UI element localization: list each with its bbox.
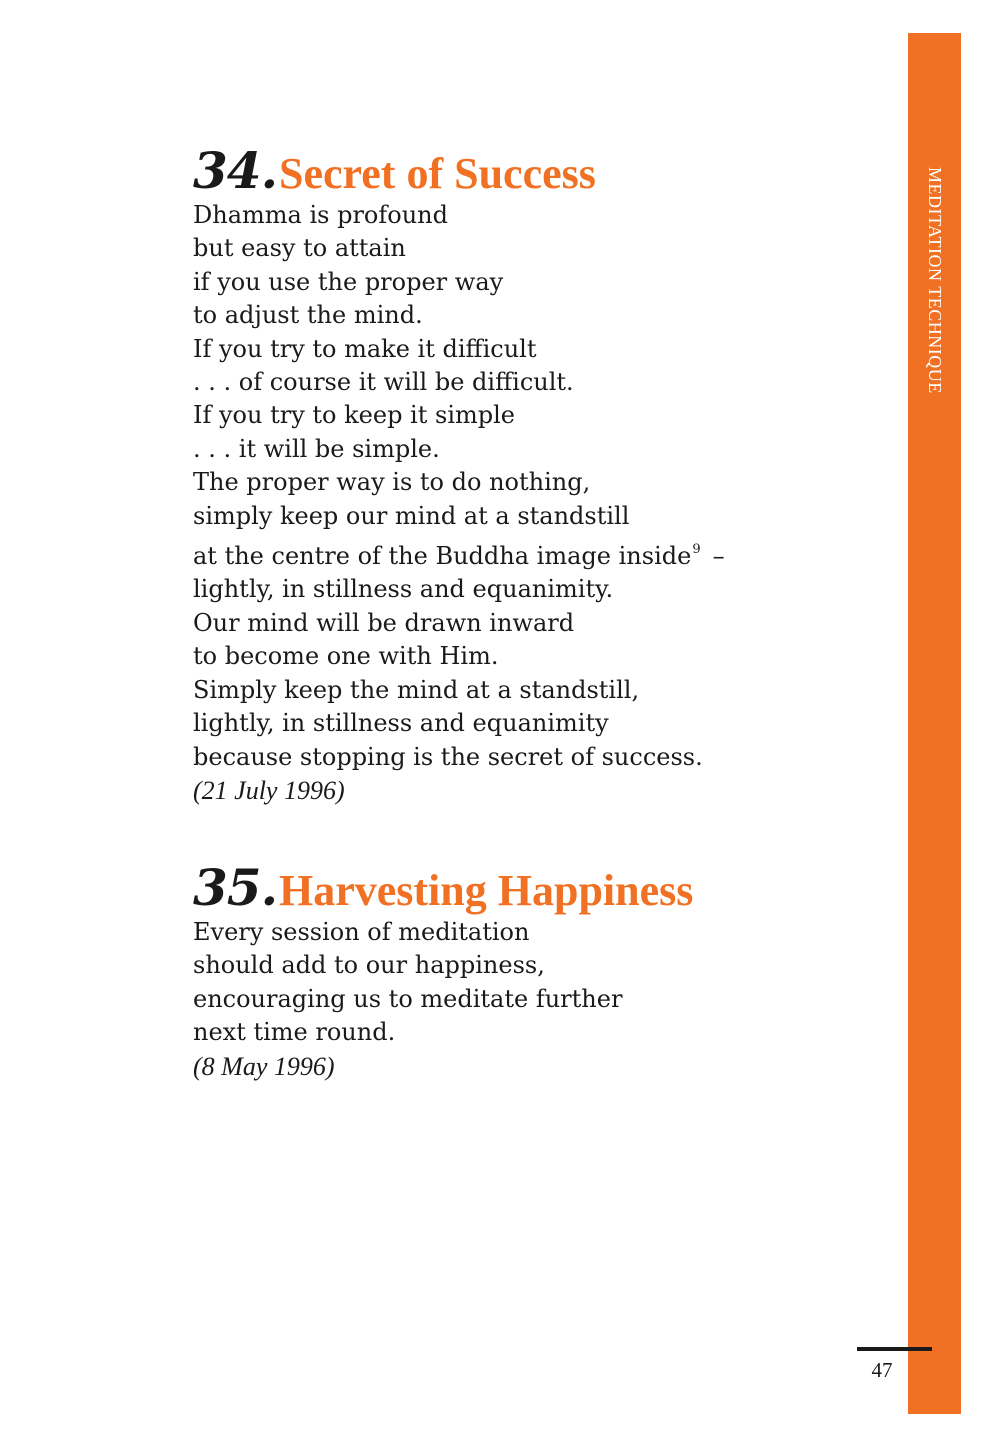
poem-line: next time round. — [193, 1018, 396, 1047]
poem-line: but easy to attain — [193, 234, 406, 263]
section-34 — [193, 143, 833, 807]
section-number: 35. — [193, 858, 277, 917]
poem-line: Every session of meditation — [193, 918, 530, 946]
poem-line: If you try to make it difficult — [193, 334, 537, 363]
section-number: 34. — [193, 141, 277, 200]
footnote-marker[interactable]: 9 — [692, 542, 701, 558]
poem-line: to adjust the mind. — [193, 301, 423, 330]
poem-line: Our mind will be drawn inward — [193, 608, 575, 637]
poem-line: Simply keep the mind at a standstill, — [193, 675, 640, 704]
poem-line-text: at the centre of the Buddha image inside — [193, 542, 692, 571]
poem-line: If you try to keep it simple — [193, 401, 515, 430]
poem-line: should add to our happiness, — [193, 951, 545, 980]
poem-line: lightly, in stillness and equanimity. — [193, 575, 614, 604]
poem-body — [193, 199, 833, 807]
poem-line: lightly, in stillness and equanimity — [193, 709, 609, 738]
poem-line: . . . of course it will be difficult. — [193, 368, 574, 397]
poem-line: encouraging us to meditate further — [193, 984, 623, 1013]
section-title: Secret of Success — [279, 149, 596, 198]
poem-body — [193, 916, 833, 1083]
em-dash: – — [712, 542, 725, 571]
date-line: (21 July 1996) — [193, 775, 345, 805]
poem-line: . . . it will be simple. — [193, 434, 440, 463]
poem-line-with-footnote — [193, 533, 833, 573]
section-heading — [193, 143, 833, 199]
section-35 — [193, 860, 833, 1083]
poem-line: The proper way is to do nothing, — [193, 468, 591, 497]
date-line: (8 May 1996) — [193, 1051, 335, 1081]
page-number-rule — [857, 1347, 932, 1351]
poem-line: to become one with Him. — [193, 642, 499, 671]
poem-line: Dhamma is profound — [193, 201, 448, 229]
page-number: 47 — [871, 1358, 893, 1382]
chapter-label: MEDITATION TECHNIQUE — [925, 166, 945, 394]
section-title: Harvesting Happiness — [279, 866, 694, 915]
poem-line: simply keep our mind at a standstill — [193, 501, 630, 530]
poem-line: if you use the proper way — [193, 267, 504, 296]
section-heading — [193, 860, 833, 916]
poem-line: because stopping is the secret of success. — [193, 742, 703, 771]
